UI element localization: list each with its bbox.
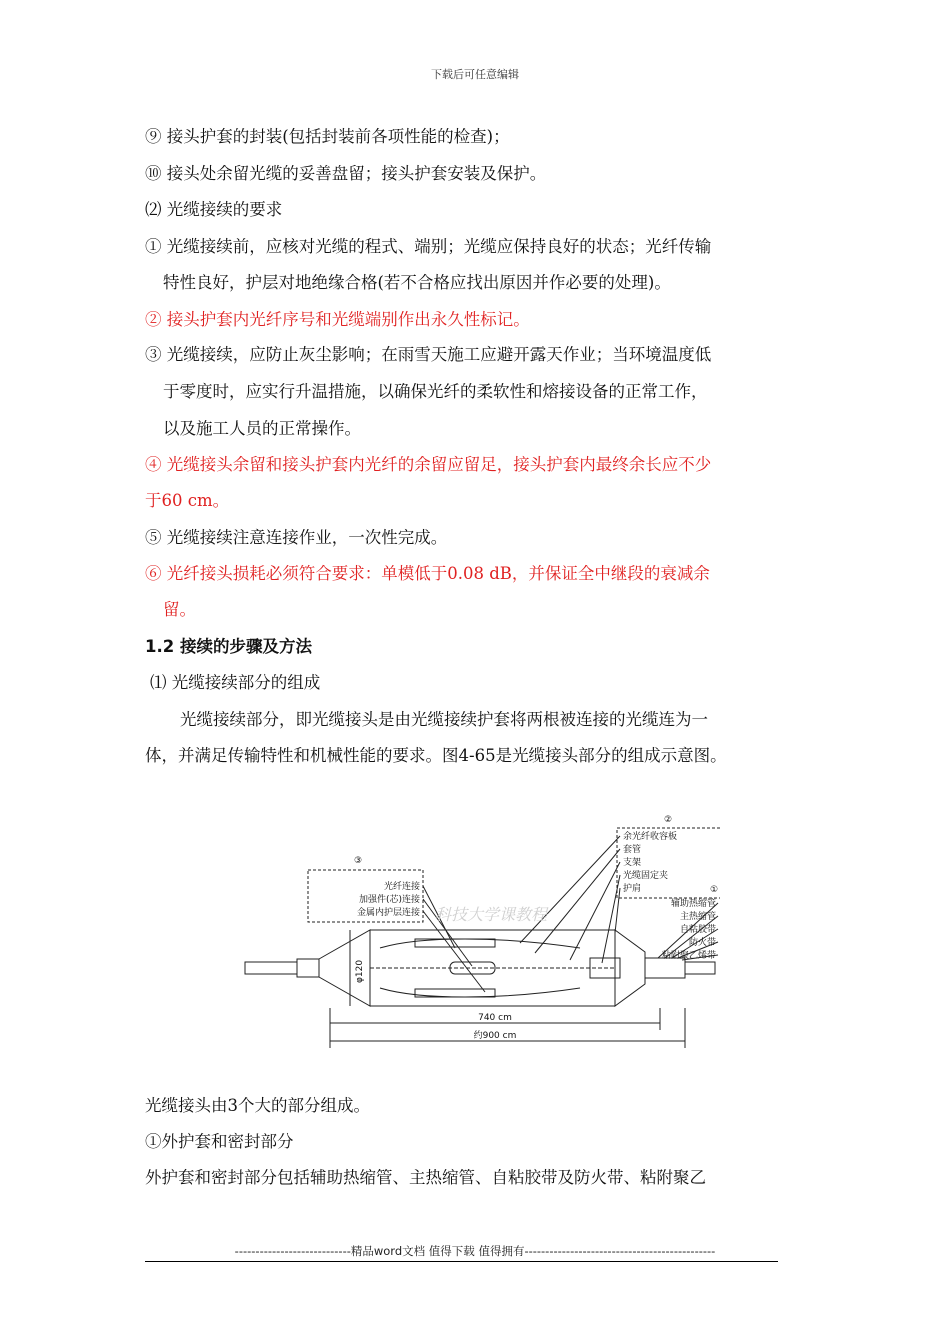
list-item-3: ③ 光缆接续，应防止灰尘影响；在雨雪天施工应避开露天作业；当环境温度低: [145, 345, 712, 364]
group1-marker: ①: [710, 885, 719, 895]
label-shoulder: 护肩: [623, 884, 642, 894]
list-item-1: ① 光缆接续前，应核对光缆的程式、端别；光缆应保持良好的状态；光纤传输: [145, 237, 712, 256]
list-item-4-cont: 于60 cm。: [145, 491, 230, 510]
list-item-4: ④ 光缆接头余留和接头护套内光纤的余留应留足，接头护套内最终余长应不少: [145, 455, 712, 474]
list-item-3-cont-2: 以及施工人员的正常操作。: [163, 419, 361, 438]
label-fiber-tray: 余光纤收容板: [623, 832, 678, 842]
label-fiber-connection: 光纤连接: [383, 882, 420, 892]
section-heading-2: ⑵ 光缆接续的要求: [145, 200, 283, 219]
list-item-1-cont: 特性良好，护层对地绝缘合格(若不合格应找出原因并作必要的处理)。: [163, 273, 671, 292]
subsection-heading-outer-sheath: ①外护套和密封部分: [145, 1132, 294, 1151]
list-item-6: ⑥ 光纤接头损耗必须符合要求：单模低于0.08 dB，并保证全中继段的衰减余: [145, 564, 710, 583]
label-self-adhesive-tape: 自粘胶带: [679, 925, 716, 935]
left-cable-sleeve: [297, 959, 319, 977]
diameter-label: φ120: [355, 959, 365, 983]
label-sleeve: 套管: [623, 845, 642, 855]
cable-joint-diagram: [240, 808, 720, 1058]
list-item-5: ⑤ 光缆接续注意连接作业，一次性完成。: [145, 528, 448, 547]
right-cable: [685, 962, 715, 974]
group3-marker: ③: [354, 856, 363, 866]
right-heat-shrink: [645, 958, 685, 978]
footer-rule: [145, 1261, 778, 1262]
page-header: 下载后可任意编辑: [431, 68, 519, 81]
label-fire-tape: 防火带: [688, 938, 716, 948]
watermark-text: 科技大学课教程: [435, 905, 548, 924]
list-item-9: ⑨ 接头护套的封装(包括封装前各项性能的检查)；: [145, 127, 510, 146]
left-cable: [245, 962, 297, 974]
label-strength-member: 加强件(芯)连接: [358, 895, 420, 905]
label-metal-sheath: 金属内护层连接: [356, 908, 420, 918]
paragraph-line-1: 光缆接续部分，即光缆接头是由光缆接续护套将两根被连接的光缆连为一: [180, 710, 708, 729]
label-cable-clamp: 光缆固定夹: [623, 871, 669, 881]
label-main-heat-shrink: 主热缩管: [679, 912, 716, 922]
list-item-10: ⑩ 接头处余留光缆的妥善盘留；接头护套安装及保护。: [145, 164, 547, 183]
label-aux-heat-shrink: 辅助热缩管: [670, 899, 716, 909]
subsection-heading-1: ⑴ 光缆接续部分的组成: [150, 673, 321, 692]
list-item-6-cont: 留。: [163, 600, 196, 619]
list-item-2: ② 接头护套内光纤序号和光缆端别作出永久性标记。: [145, 310, 530, 329]
dim-outer-label: 约900 cm: [473, 1031, 517, 1041]
dim-inner-label: 740 cm: [478, 1013, 512, 1023]
label-pe-tape: 粘附聚乙烯带: [661, 951, 716, 961]
paragraph-line-4: 外护套和密封部分包括辅助热缩管、主热缩管、自粘胶带及防火带、粘附聚乙: [145, 1168, 706, 1187]
page-footer: ----------------------------精品word文档 值得下载 值得拥有----------------------------------------------: [234, 1244, 716, 1258]
label-bracket: 支架: [623, 858, 642, 868]
group2-marker: ②: [664, 815, 673, 825]
paragraph-line-3: 光缆接头由3个大的部分组成。: [145, 1096, 370, 1115]
paragraph-line-2: 体，并满足传输特性和机械性能的要求。图4-65是光缆接头部分的组成示意图。: [145, 746, 727, 765]
section-title-1-2: 1.2 接续的步骤及方法: [145, 637, 312, 656]
list-item-3-cont-1: 于零度时，应实行升温措施，以确保光纤的柔软性和熔接设备的正常工作，: [163, 382, 708, 401]
